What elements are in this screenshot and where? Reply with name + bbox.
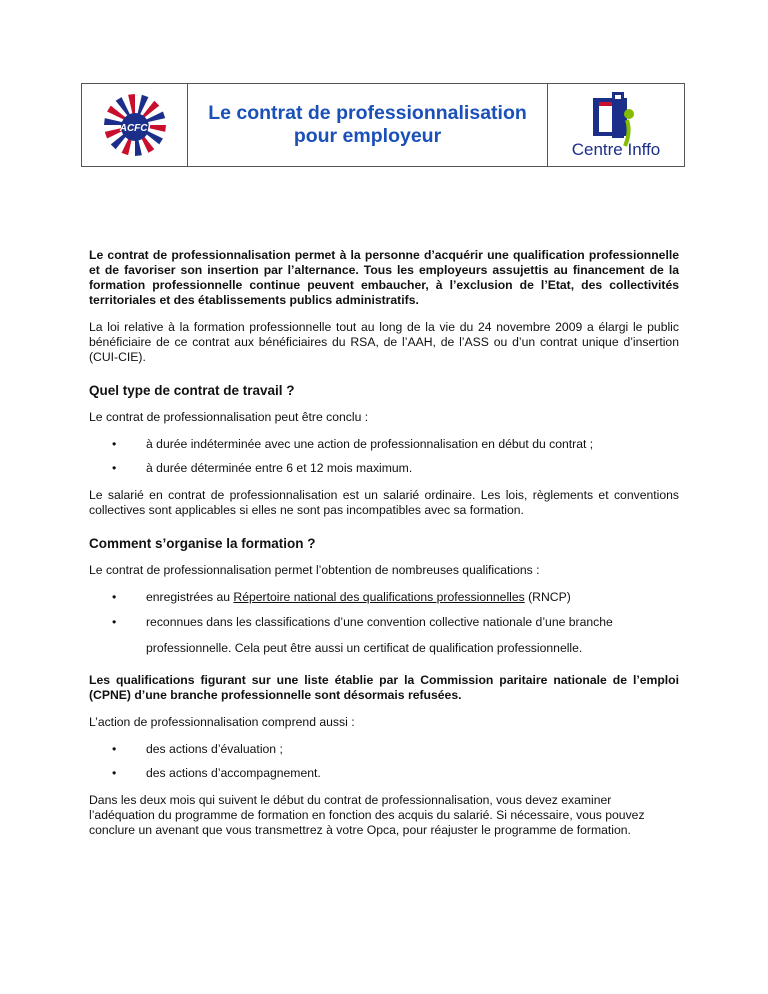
section2-bold-note: Les qualifications figurant sur une liste établie par la Commission paritaire nationale de l’emploi (CPNE) d’une branche professionnelle sont désormais refusées. — [89, 673, 679, 702]
svg-text:ACFCI: ACFCI — [119, 123, 150, 134]
bullet-icon: • — [112, 461, 117, 475]
list-item: • des actions d’évaluation ; — [112, 742, 283, 756]
section2-list2 — [89, 742, 679, 781]
svg-text:Centre Inffo: Centre Inffo — [571, 140, 661, 159]
list-item: • à durée déterminée entre 6 et 12 mois maximum. — [112, 461, 413, 475]
rncp-link[interactable]: Répertoire national des qualifications professionnelles — [233, 590, 525, 604]
bullet-icon: • — [112, 590, 117, 604]
list-item: • enregistrées au Répertoire national des qualifications professionnelles (RNCP) — [112, 590, 571, 604]
section1-list — [89, 437, 679, 476]
document-body — [89, 248, 679, 850]
intro-paragraph: Le contrat de professionnalisation permet à la personne d’acquérir une qualification professionnelle et de favoriser son insertion par l’alternance. Tous les employeurs assujettis au financement de la formation professionnelle continue peuvent embaucher, à l’exclusion de l’Etat, des collectivités territoriales et des établissements publics administratifs. — [89, 248, 679, 307]
section2-closing: Dans les deux mois qui suivent le début du contrat de professionnalisation, vous devez examiner l’adéquation du programme de formation en fonction des acquis du salarié. Si nécessaire, vous pouvez conclure un avenant que vous transmettrez à votre Opca, pour réajuster le programme de formation. — [89, 793, 645, 837]
acfci-logo-cell — [82, 84, 188, 166]
section1-closing: Le salarié en contrat de professionnalisation est un salarié ordinaire. Les lois, règlements et conventions collectives sont applicables si elles ne sont pas incompatibles avec sa formation. — [89, 488, 679, 517]
section2-heading: Comment s’organise la formation ? — [89, 536, 316, 551]
section2-list — [89, 590, 679, 661]
bullet-icon: • — [112, 615, 117, 629]
list-item: • reconnues dans les classifications d’une convention collective nationale d’une branche professionnelle. Cela peut être aussi un certificat de qualification professionnelle. — [89, 609, 679, 661]
section1-heading: Quel type de contrat de travail ? — [89, 383, 295, 398]
bullet-icon: • — [112, 742, 117, 756]
section2-lead2: L’action de professionnalisation comprend aussi : — [89, 715, 355, 729]
acfci-logo-icon — [100, 90, 170, 160]
centre-inffo-logo-icon — [553, 90, 679, 160]
list-item: • à durée indéterminée avec une action de professionnalisation en début du contrat ; — [112, 437, 594, 451]
centre-inffo-logo-cell — [548, 84, 684, 166]
header-box — [81, 83, 685, 167]
title-cell — [188, 84, 548, 166]
list-item: • des actions d’accompagnement. — [112, 766, 321, 780]
document-title-line1: Le contrat de professionnalisation — [208, 102, 527, 124]
bullet-icon: • — [112, 766, 117, 780]
bullet-icon: • — [112, 437, 117, 451]
section1-lead: Le contrat de professionnalisation peut être conclu : — [89, 410, 369, 424]
law-paragraph: La loi relative à la formation professionnelle tout au long de la vie du 24 novembre 2009 a élargi le public bénéficiaire de ce contrat aux bénéficiaires du RSA, de l’AAH, de l’ASS ou d’un contrat unique d’insertion (CUI-CIE). — [89, 320, 679, 364]
section2-lead: Le contrat de professionnalisation permet l’obtention de nombreuses qualifications : — [89, 563, 540, 577]
document-title-line2: pour employeur — [293, 125, 442, 147]
